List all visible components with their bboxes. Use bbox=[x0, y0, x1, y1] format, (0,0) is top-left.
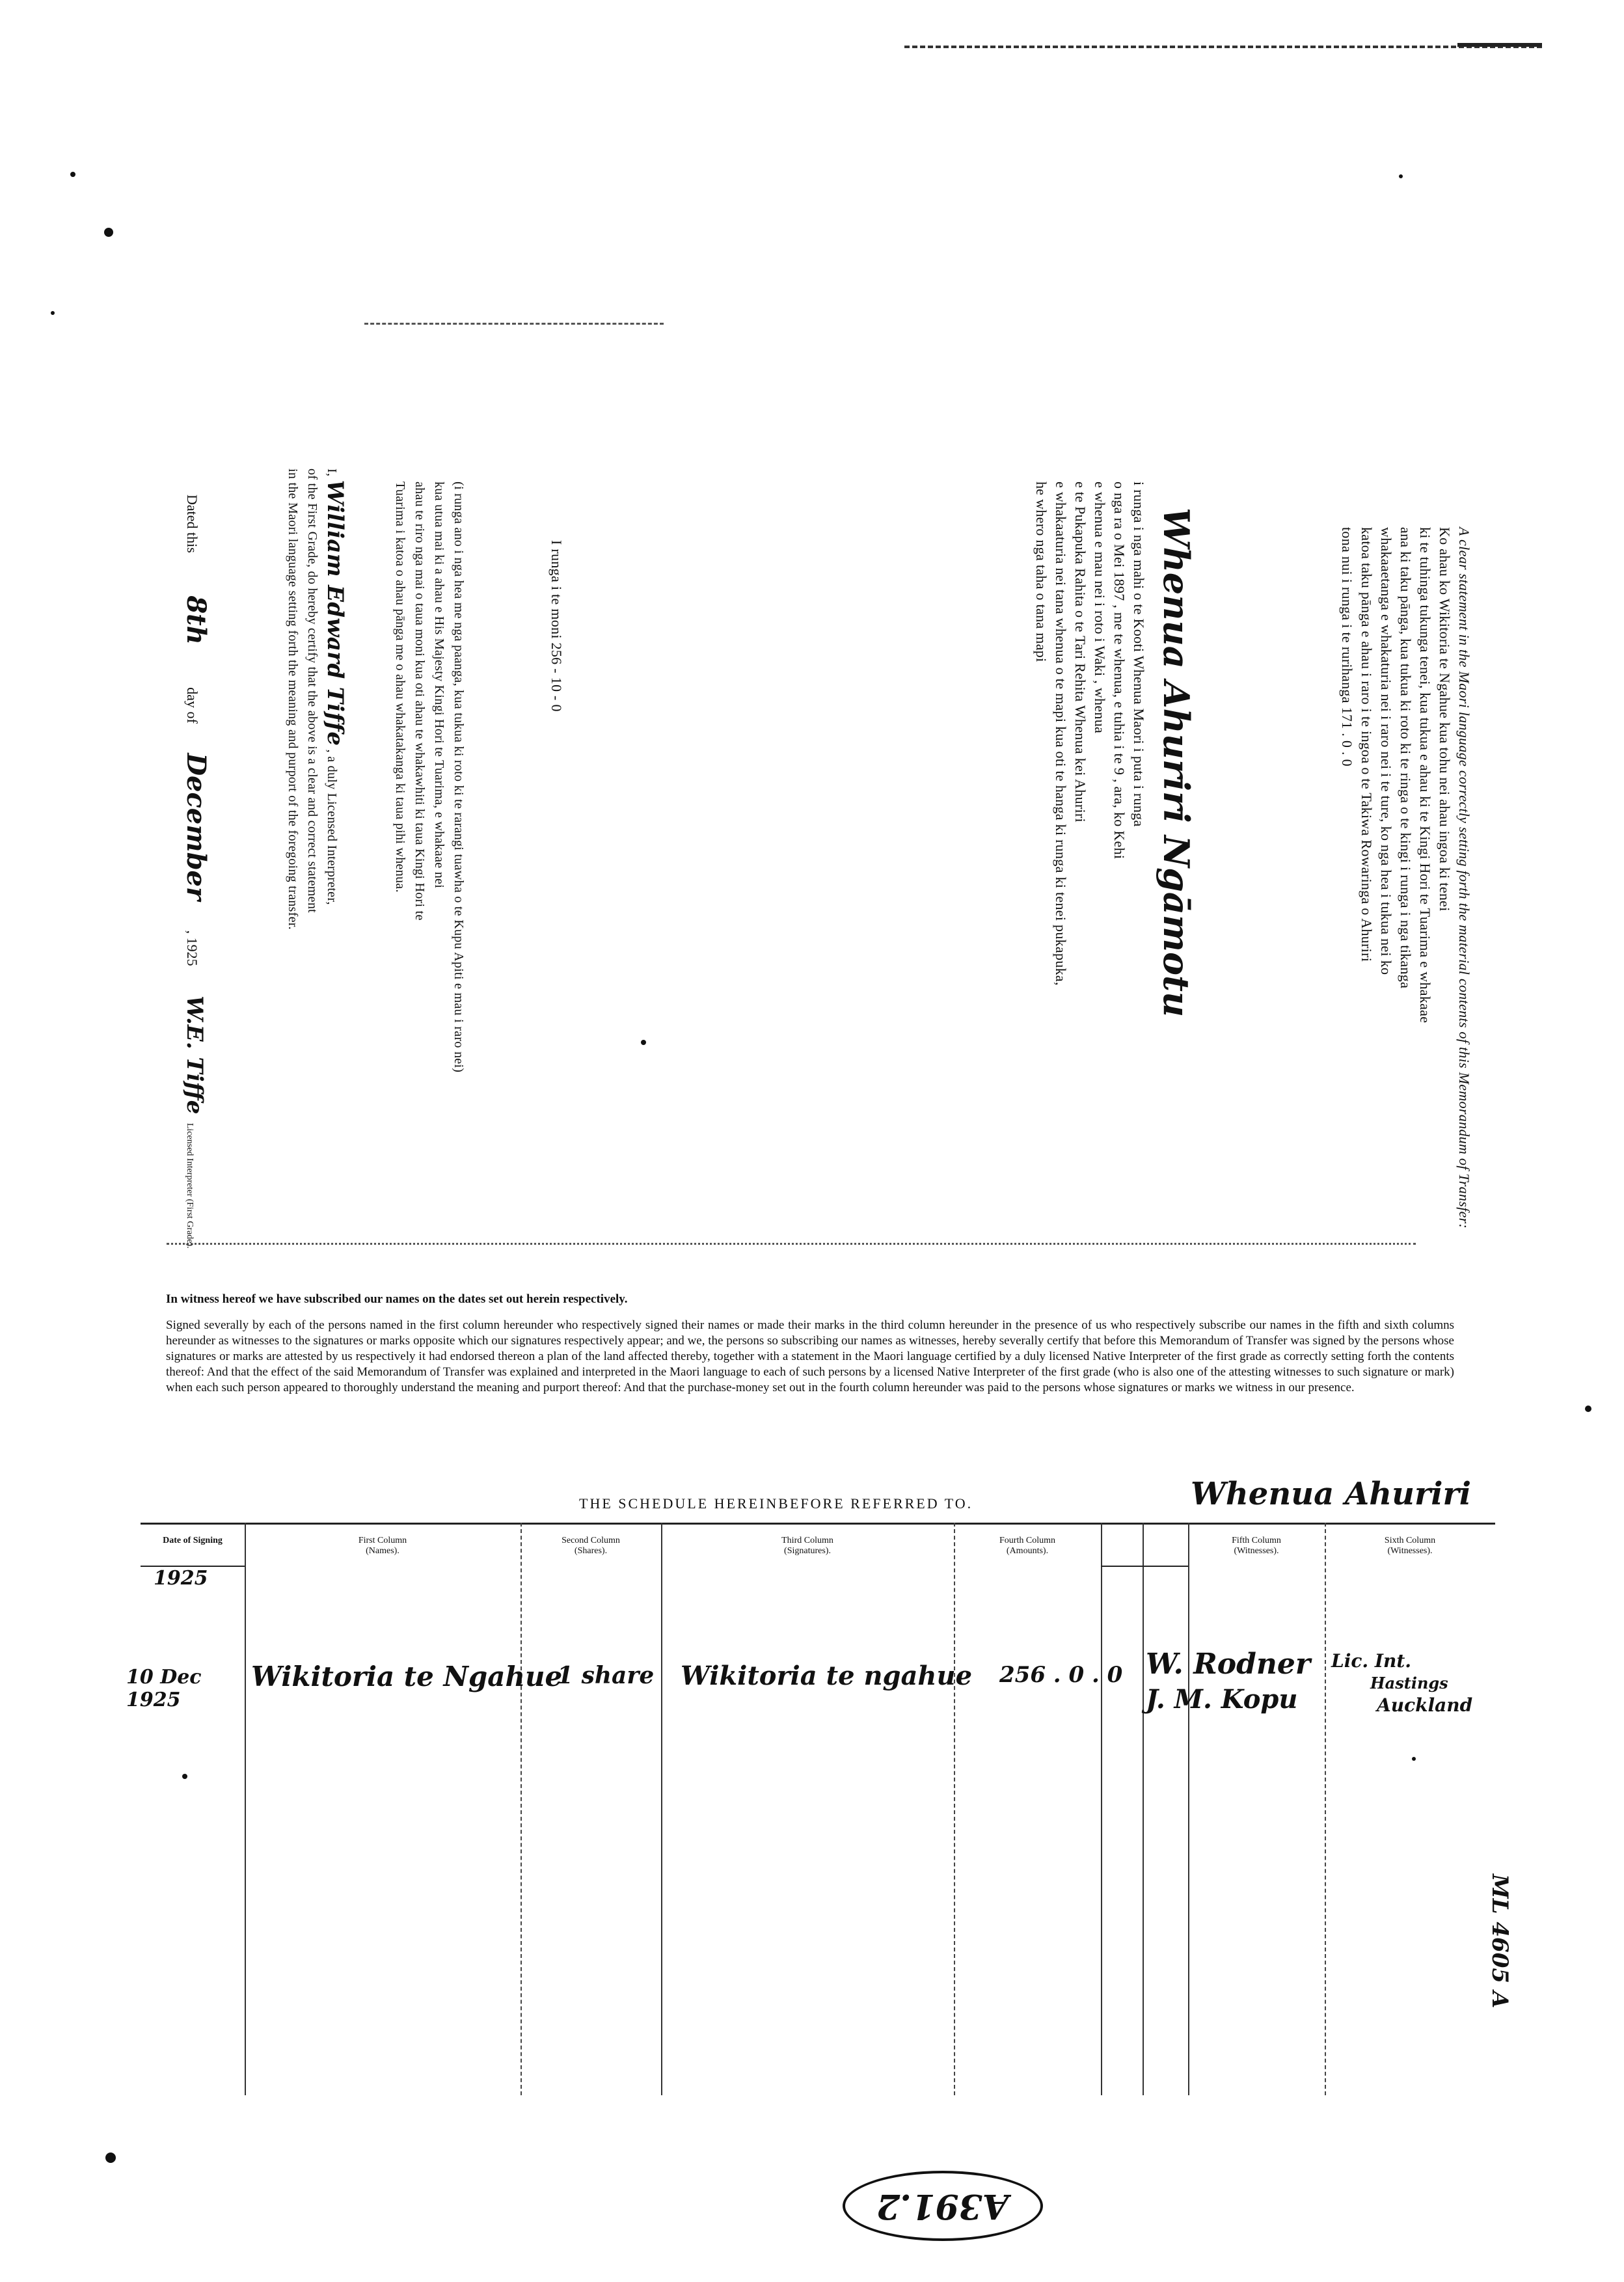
row-name: Wikitoria te Ngahue bbox=[251, 1661, 563, 1692]
certification-block bbox=[283, 469, 348, 930]
translation-line: whakaaetanga e whakaturia nei i raro nei i te ture, ko nga hea i tukua nei ko bbox=[1378, 527, 1394, 975]
scan-speck bbox=[1585, 1406, 1591, 1412]
column-header: Sixth Column (Witnesses). bbox=[1384, 1536, 1436, 1556]
interpreter-name: William Edward Tiffe bbox=[322, 480, 348, 746]
interpreter-signature: W.E. Tiffe bbox=[182, 996, 208, 1115]
translation-line: o nga ra o Mei 1897 , me te whenua, e tuhia i te 9 , ara, ko Kehi bbox=[1111, 482, 1128, 860]
row-witness-2c: Auckland bbox=[1377, 1694, 1473, 1716]
schedule-title: THE SCHEDULE HEREINBEFORE REFERRED TO. bbox=[579, 1495, 973, 1512]
column-header: Fifth Column (Witnesses). bbox=[1232, 1536, 1281, 1556]
translation-line: he whero nga taha o tana mapi bbox=[1033, 482, 1049, 662]
column-header: Date of Signing bbox=[163, 1536, 223, 1545]
translation-block-b bbox=[1031, 482, 1148, 986]
margin-reference: ML 4605 A bbox=[1487, 1874, 1513, 2009]
row-signature: Wikitoria te ngahue bbox=[681, 1661, 973, 1691]
column-divider bbox=[661, 1523, 662, 2095]
witness-intro: In witness hereof we have subscribed our names on the dates set out herein respectively. bbox=[166, 1292, 628, 1306]
column-divider bbox=[1188, 1523, 1189, 2095]
column-divider bbox=[1143, 1523, 1144, 2095]
translation-line: Ko ahau ko Wikitoria te Ngahue kua tohu nei ahau ingoa ki tenei bbox=[1437, 527, 1453, 912]
money-line: I runga i te moni 256 - 10 - 0 bbox=[548, 540, 565, 712]
scan-edge-mark bbox=[1457, 43, 1542, 47]
scan-edge-mark bbox=[904, 46, 1542, 48]
money-line: kua utua mai ki a ahau e His Majesty Kingi Hori te Tuarima, e whakaae nei bbox=[432, 482, 446, 889]
schedule-handwritten-note: Whenua Ahuriri bbox=[1191, 1476, 1472, 1512]
row-amount: 256 . 0 . 0 bbox=[999, 1662, 1123, 1688]
row-shares: 1 share bbox=[557, 1662, 655, 1689]
row-date: 10 Dec 1925 bbox=[126, 1666, 202, 1711]
column-header: Third Column (Signatures). bbox=[781, 1536, 833, 1556]
cert-line: of the First Grade, do hereby certify that the above is a clear and correct statement bbox=[305, 469, 319, 913]
scan-speck bbox=[70, 172, 75, 177]
scan-speck bbox=[641, 1040, 646, 1045]
schedule-year: 1925 bbox=[154, 1567, 208, 1590]
translation-line: tona nui i runga i te rurihanga 171 . 0 . 0 bbox=[1339, 527, 1355, 767]
column-header: First Column (Names). bbox=[358, 1536, 407, 1556]
row-witness-2b: Hastings bbox=[1370, 1674, 1448, 1692]
witness-clause bbox=[166, 1292, 1454, 1396]
row-witness-1b: J. M. Kopu bbox=[1146, 1684, 1298, 1715]
translation-heading: A clear statement in the Maori language correctly setting forth the material contents of this Memorandum of Transfer: bbox=[1456, 527, 1472, 1229]
dated-line: Dated this 8th day of December , 1925 W.E. Tiffe Licensed Interpreter (First Grade). bbox=[181, 495, 211, 1249]
scan-speck bbox=[104, 228, 113, 237]
header-rule bbox=[1101, 1566, 1188, 1567]
column-divider bbox=[1325, 1523, 1326, 2095]
handwritten-land-name: Whenua Ahuriri Ngāmotu bbox=[1156, 508, 1197, 1018]
translation-line: ki te tuhinga tukunga tenei, kua tukua e ahau ki te Kingi Hori te Tuarima e whakaae bbox=[1417, 527, 1433, 1024]
scan-speck bbox=[1399, 174, 1403, 178]
column-divider bbox=[521, 1523, 522, 2095]
dashed-rule bbox=[167, 1243, 1416, 1245]
interpreter-role: Licensed Interpreter (First Grade). bbox=[185, 1122, 195, 1249]
column-divider bbox=[245, 1523, 246, 2095]
translation-line: e whakaaturia nei tana whenua o te mapi kua oti te hanga ki runga ki tenei pukapuka, bbox=[1053, 482, 1069, 986]
money-line: ahau te riro nga mai o taua moni kua oti ahau te whakawhiti ki taua Kingi Hori te bbox=[413, 482, 427, 921]
column-divider bbox=[1101, 1523, 1102, 2095]
money-line: Tuarima i katoa o ahau pānga me o ahau whakatakanga ki taua pihi whenua. bbox=[393, 482, 407, 893]
row-witness-2a: Lic. Int. bbox=[1331, 1650, 1412, 1672]
dashed-rule bbox=[364, 323, 664, 325]
translation-line: e te Pukapuka Rahita o te Tari Rehita Whenua kei Ahuriri bbox=[1072, 482, 1089, 822]
translation-line: e whenua e mau nei i roto i Waki , whenua bbox=[1092, 482, 1108, 734]
translation-line: ana ki taku pānga, kua tukua ki roto ki te ringa o te kingi i runga i nga tikanga bbox=[1398, 527, 1414, 989]
scan-speck bbox=[51, 311, 55, 315]
scan-speck bbox=[105, 2153, 116, 2163]
witness-body: Signed severally by each of the persons named in the first column hereunder who respectively signed their names or made their marks in the third column hereunder in the presence of us who respectively subscribe our names in the fifth and sixth columns hereunder as witnesses to the signatures or marks opposite which our signatures respectively appear; and we, the persons so subscribing our names as witnesses, hereby severally certify that before this Memorandum of Transfer was signed by the persons whose signatures or marks are attested by us respectively it had endorsed thereon a plan of the land affected thereby, together with a statement in the Maori language certified by a duly licensed Native Interpreter of the first grade as correctly setting forth the contents thereof: And that the effect of the said Memorandum of Transfer was explained and interpreted in the Maori language to each of such persons by a licensed Native Interpreter of the first grade (who is also one of the attesting witnesses to such signature or mark) when each such person appeared to thoroughly understand the meaning and purport thereof: And that the purchase-money set out in the fourth column hereunder was paid to the persons whose signatures or marks we witness in our presence. bbox=[166, 1318, 1454, 1394]
archive-stamp bbox=[843, 2171, 1043, 2241]
money-block bbox=[547, 540, 566, 712]
archive-stamp-text: A391.2 bbox=[876, 2186, 1009, 2226]
column-header: Fourth Column (Amounts). bbox=[999, 1536, 1055, 1556]
translation-line: i runga i nga mahi o te Kooti Whenua Maori i puta i runga bbox=[1131, 482, 1147, 827]
cert-line: in the Maori language setting forth the meaning and purport of the foregoing transfer. bbox=[286, 469, 300, 930]
translation-block bbox=[1337, 527, 1474, 1229]
column-divider bbox=[954, 1523, 955, 2095]
cert-line: I, William Edward Tiffe , a duly Licensed Interpreter, bbox=[322, 469, 348, 905]
column-header: Second Column (Shares). bbox=[562, 1536, 620, 1556]
money-tail: (i runga ano i nga hea me nga paanga, kua tukua ki roto ki te rarangi tuawha o te Kupu Apiti e mau i raro nei) bbox=[452, 482, 466, 1073]
money-detail-block bbox=[390, 482, 468, 1072]
schedule-table bbox=[126, 1523, 1495, 2095]
table-top-rule bbox=[141, 1523, 1495, 1525]
row-witness-1a: W. Rodner bbox=[1146, 1648, 1311, 1681]
translation-line: katoa taku pānga e ahau i raro i te ingoa o te Takiwa Rowaringa o Ahuriri bbox=[1359, 527, 1375, 962]
